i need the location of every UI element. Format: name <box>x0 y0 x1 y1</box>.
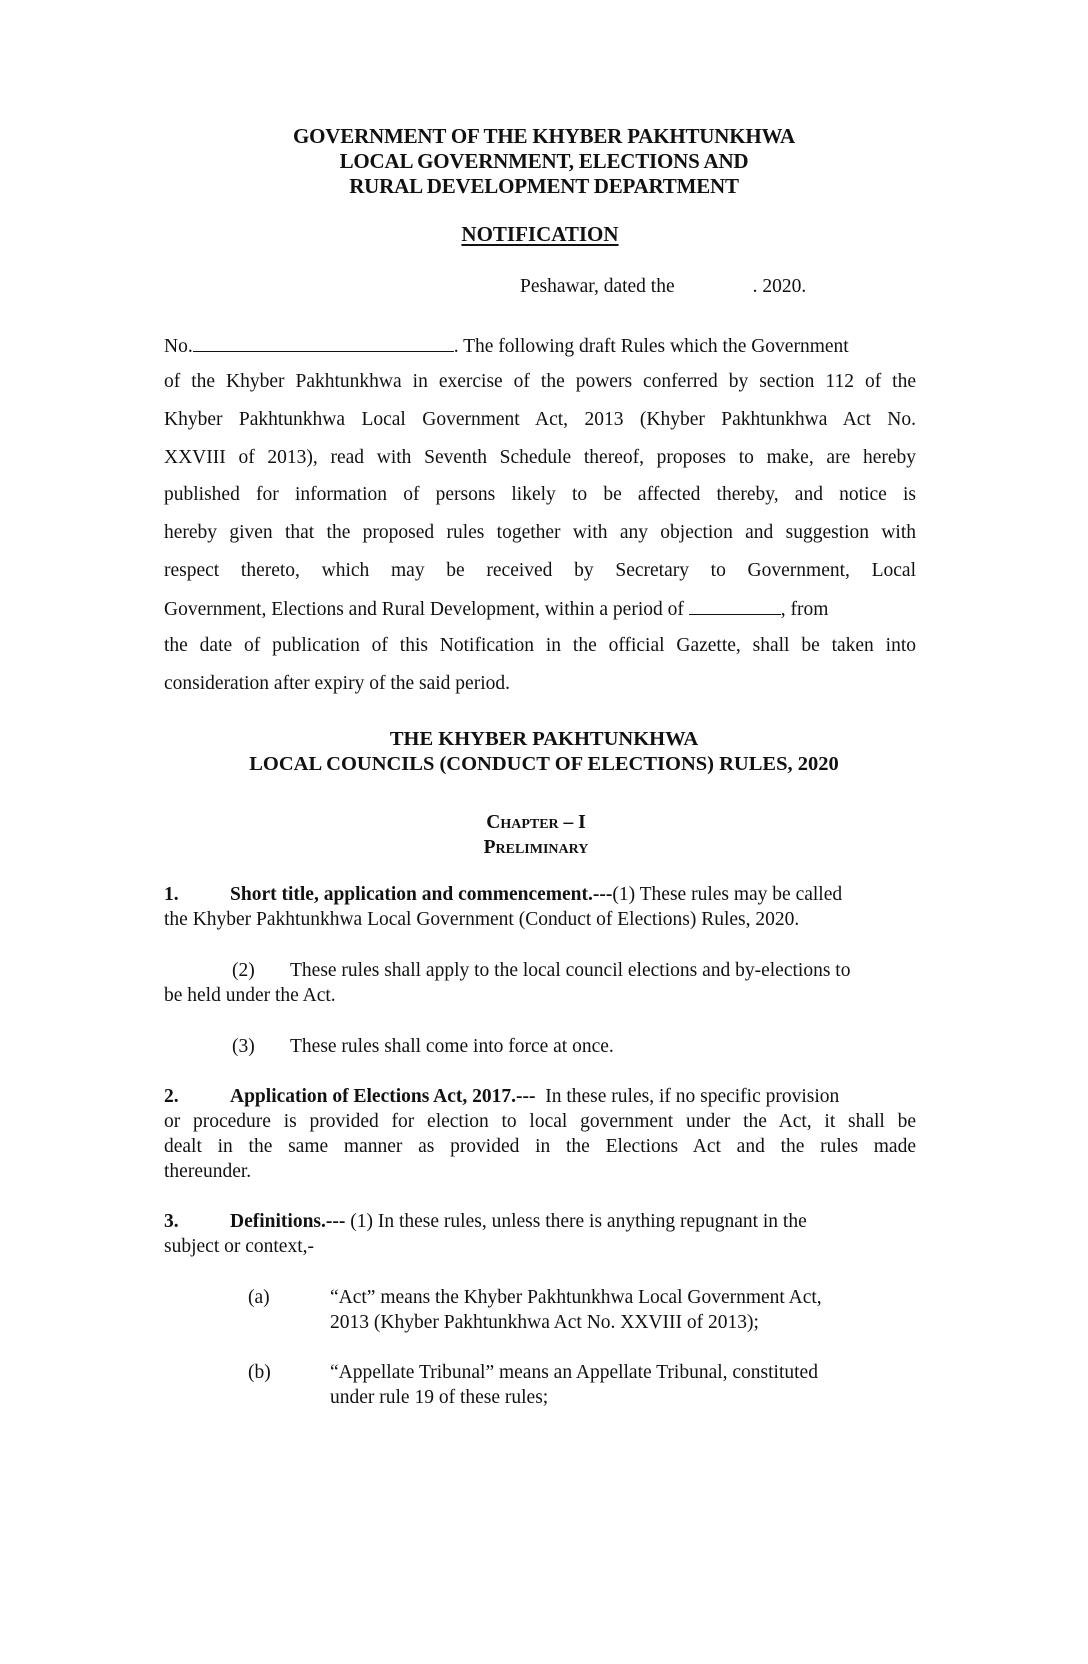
preamble-text: , from <box>780 599 829 620</box>
section-1-sub-2 <box>164 959 916 983</box>
section-2-line-2: or procedure is provided for election to local government under the Act, it shall be <box>164 1111 916 1132</box>
section-heading: Definitions.--- <box>230 1211 346 1232</box>
section-number: 2. <box>164 1086 179 1107</box>
clause-b-line-2: under rule 19 of these rules; <box>330 1387 549 1408</box>
chapter-title: Preliminary <box>483 837 589 858</box>
sub-label: (2) <box>232 960 255 981</box>
preamble-line-8 <box>164 596 916 622</box>
clause-a-line-1 <box>248 1286 916 1310</box>
section-1-line-2: the Khyber Pakhtunkhwa Local Government (Conduct of Elections) Rules, 2020. <box>164 909 800 930</box>
preamble-text: . The following draft Rules which the Government <box>453 336 849 357</box>
section-3-line-2: subject or context,- <box>164 1236 314 1257</box>
preamble-text: Government, Elections and Rural Development, within a period of <box>164 599 684 620</box>
clause-text: “Appellate Tribunal” means an Appellate Tribunal, constituted <box>330 1362 818 1383</box>
section-2-line-3: dealt in the same manner as provided in the Elections Act and the rules made <box>164 1136 916 1157</box>
section-text: In these rules, if no specific provision <box>545 1086 840 1107</box>
clause-label: (a) <box>248 1287 270 1308</box>
section-text: (1) In these rules, unless there is anything repugnant in the <box>350 1211 807 1232</box>
number-blank <box>193 333 454 352</box>
section-1-sub-2-cont: be held under the Act. <box>164 985 336 1006</box>
section-number: 1. <box>164 884 179 905</box>
preamble-line-5: published for information of persons likely to be affected thereby, and notice is <box>164 484 916 505</box>
section-1-line-1 <box>164 883 916 907</box>
section-1-sub-3 <box>164 1035 916 1059</box>
preamble-line-9: the date of publication of this Notification in the official Gazette, shall be taken into <box>164 635 916 656</box>
clause-label: (b) <box>248 1362 271 1383</box>
section-3-line-1 <box>164 1210 916 1234</box>
no-label: No. <box>164 336 193 357</box>
clause-text: “Act” means the Khyber Pakhtunkhwa Local Government Act, <box>330 1287 822 1308</box>
preamble-line-2: of the Khyber Pakhtunkhwa in exercise of the powers conferred by section 112 of the <box>164 371 916 392</box>
preamble-line-1 <box>164 333 916 359</box>
section-2-line-1 <box>164 1085 916 1109</box>
rules-title-line-1: THE KHYBER PAKHTUNKHWA <box>389 728 699 750</box>
clause-a-line-2: 2013 (Khyber Pakhtunkhwa Act No. XXVIII of 2013); <box>330 1312 759 1333</box>
section-heading: Application of Elections Act, 2017.--- <box>230 1086 536 1107</box>
sub-text: These rules shall apply to the local council elections and by-elections to <box>290 960 851 981</box>
preamble-line-6: hereby given that the proposed rules together with any objection and suggestion with <box>164 522 916 543</box>
section-heading: Short title, application and commencement.--- <box>230 884 613 905</box>
preamble-line-10: consideration after expiry of the said period. <box>164 673 511 694</box>
place-date <box>520 275 850 299</box>
sub-text: These rules shall come into force at once. <box>290 1036 614 1057</box>
rules-title-line-2: LOCAL COUNCILS (CONDUCT OF ELECTIONS) RULES, 2020 <box>249 753 839 775</box>
header-line-2: LOCAL GOVERNMENT, ELECTIONS AND <box>339 149 749 173</box>
header-line-3: RURAL DEVELOPMENT DEPARTMENT <box>349 174 739 198</box>
clause-b-line-1 <box>248 1361 916 1385</box>
chapter-number: Chapter – I <box>486 812 586 833</box>
section-text: (1) These rules may be called <box>612 884 843 905</box>
place-date-prefix: Peshawar, dated the <box>520 276 675 297</box>
period-blank <box>689 596 781 615</box>
notification-heading <box>0 222 1084 247</box>
section-number: 3. <box>164 1211 179 1232</box>
sub-label: (3) <box>232 1036 255 1057</box>
preamble-line-3: Khyber Pakhtunkhwa Local Government Act, 2013 (Khyber Pakhtunkhwa Act No. <box>164 409 916 430</box>
notification-label: NOTIFICATION <box>461 222 619 246</box>
preamble-line-7: respect thereto, which may be received by Secretary to Government, Local <box>164 560 916 581</box>
preamble-line-4: XXVIII of 2013), read with Seventh Schedule thereof, proposes to make, are hereby <box>164 447 916 468</box>
section-2-line-4: thereunder. <box>164 1161 252 1182</box>
place-date-year: . 2020. <box>752 276 807 297</box>
header-line-1: GOVERNMENT OF THE KHYBER PAKHTUNKHWA <box>293 124 795 148</box>
